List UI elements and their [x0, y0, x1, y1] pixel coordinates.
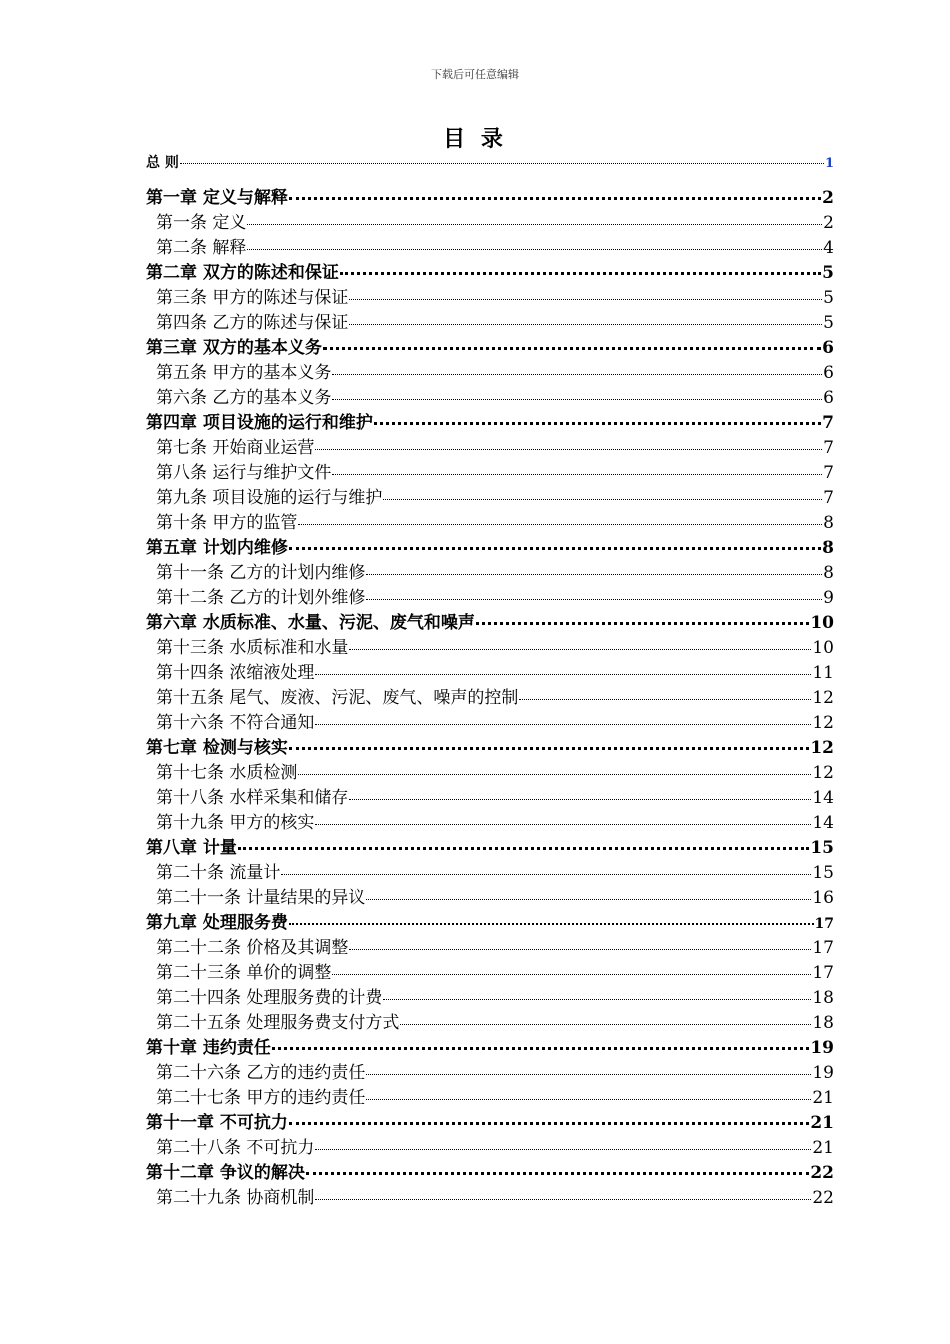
toc-entry-text: 第二十二条 价格及其调整 — [156, 938, 349, 958]
dot-leader — [298, 774, 811, 775]
dot-leader — [281, 874, 811, 875]
toc-entry-text: 第十六条 不符合通知 — [156, 713, 315, 733]
toc-entry-text: 第十三条 水质标准和水量 — [156, 638, 349, 658]
toc-entry-text: 第五章 计划内维修 — [146, 538, 288, 558]
toc-article-entry[interactable] — [146, 1186, 834, 1211]
toc-general-entry[interactable] — [146, 148, 834, 178]
toc-page-number: 16 — [812, 888, 834, 908]
toc-chapter-entry[interactable] — [146, 1036, 834, 1061]
spacer — [146, 178, 834, 186]
toc-entry-text: 第一章 定义与解释 — [146, 188, 288, 208]
toc-entry-text: 第十章 违约责任 — [146, 1038, 271, 1058]
dot-leader — [315, 824, 811, 825]
toc-entry-text: 第十八条 水样采集和储存 — [156, 788, 349, 808]
dot-leader — [366, 599, 822, 600]
dot-leader — [289, 547, 821, 550]
toc-article-entry[interactable] — [146, 636, 834, 661]
toc-page-number: 17 — [812, 938, 834, 958]
toc-article-entry[interactable] — [146, 436, 834, 461]
toc-article-entry[interactable] — [146, 211, 834, 236]
toc-page-number: 19 — [812, 1063, 834, 1083]
toc-article-entry[interactable] — [146, 686, 834, 711]
dot-leader — [315, 724, 811, 725]
dot-leader — [349, 324, 822, 325]
toc-entry-text: 第十五条 尾气、废液、污泥、废气、噪声的控制 — [156, 688, 519, 708]
toc-article-entry[interactable] — [146, 861, 834, 886]
toc-entry-text: 第六章 水质标准、水量、污泥、废气和噪声 — [146, 613, 475, 633]
dot-leader — [400, 1024, 811, 1025]
toc-page-number: 6 — [823, 388, 834, 408]
dot-leader — [289, 1122, 809, 1125]
toc-entry-text: 第二章 双方的陈述和保证 — [146, 263, 339, 283]
dot-leader — [332, 374, 822, 375]
toc-entry-text: 第二十条 流量计 — [156, 863, 281, 883]
toc-page-number: 8 — [823, 563, 834, 583]
toc-page-number: 17 — [812, 963, 834, 983]
toc-entry-text: 第九条 项目设施的运行与维护 — [156, 488, 383, 508]
dot-leader — [272, 1047, 809, 1050]
toc-page-number: 21 — [812, 1138, 834, 1158]
toc-page-number: 2 — [822, 188, 834, 208]
toc-entry-text: 第十一条 乙方的计划内维修 — [156, 563, 366, 583]
toc-page-number: 15 — [810, 838, 834, 858]
toc-page-number: 7 — [822, 413, 834, 433]
toc-chapter-entry[interactable] — [146, 736, 834, 761]
toc-page-number: 7 — [823, 488, 834, 508]
toc-entry-text: 第六条 乙方的基本义务 — [156, 388, 332, 408]
dot-leader — [374, 422, 821, 425]
toc-page-number: 15 — [812, 863, 834, 883]
toc-page-number: 17 — [814, 916, 834, 932]
toc-article-entry[interactable] — [146, 236, 834, 261]
toc-page-number: 22 — [810, 1163, 834, 1183]
toc-article-entry[interactable] — [146, 1136, 834, 1161]
dot-leader — [323, 347, 821, 350]
toc-page-number: 18 — [812, 1013, 834, 1033]
toc-page-number: 11 — [812, 663, 834, 683]
dot-leader — [332, 974, 811, 975]
toc-page-number: 14 — [812, 788, 834, 808]
dot-leader — [180, 163, 824, 164]
dot-leader — [289, 747, 809, 750]
toc-article-entry[interactable] — [146, 811, 834, 836]
toc-entry-text: 第七章 检测与核实 — [146, 738, 288, 758]
dot-leader — [247, 249, 822, 250]
toc-chapter-entry[interactable] — [146, 336, 834, 361]
toc-page-number: 6 — [822, 338, 834, 358]
toc-page-number: 7 — [823, 463, 834, 483]
dot-leader — [315, 1149, 811, 1150]
toc-page-number: 22 — [812, 1188, 834, 1208]
page-header: 下载后可任意编辑 — [431, 68, 519, 81]
toc-page-number: 14 — [812, 813, 834, 833]
toc-article-entry[interactable] — [146, 661, 834, 686]
toc-chapter-entry[interactable] — [146, 836, 834, 861]
dot-leader — [315, 449, 822, 450]
toc-page-number: 2 — [823, 213, 834, 233]
toc-page-number: 21 — [812, 1088, 834, 1108]
toc-page-number: 8 — [822, 538, 834, 558]
toc-article-entry[interactable] — [146, 936, 834, 961]
toc-entry-text: 第二十八条 不可抗力 — [156, 1138, 315, 1158]
dot-leader — [340, 272, 821, 275]
toc-chapter-entry[interactable] — [146, 536, 834, 561]
dot-leader — [476, 622, 809, 625]
toc-page-number: 12 — [812, 713, 834, 733]
dot-leader — [247, 224, 822, 225]
toc-article-entry[interactable] — [146, 486, 834, 511]
toc-entry-text: 第二十五条 处理服务费支付方式 — [156, 1013, 400, 1033]
toc-entry-text: 第二十三条 单价的调整 — [156, 963, 332, 983]
toc-entry-text: 第四条 乙方的陈述与保证 — [156, 313, 349, 333]
dot-leader — [349, 649, 811, 650]
dot-leader — [332, 474, 822, 475]
dot-leader — [238, 847, 809, 850]
toc-chapter-entry[interactable] — [146, 411, 834, 436]
toc-page-number: 19 — [810, 1038, 834, 1058]
toc-article-entry[interactable] — [146, 711, 834, 736]
toc-page-number: 7 — [823, 438, 834, 458]
toc-entry-text: 第十一章 不可抗力 — [146, 1113, 288, 1133]
dot-leader — [315, 1199, 811, 1200]
toc-chapter-entry[interactable] — [146, 186, 834, 211]
toc-article-entry[interactable] — [146, 761, 834, 786]
toc-entry-text: 总 则 — [146, 155, 179, 171]
dot-leader — [349, 949, 811, 950]
toc-page-number: 21 — [810, 1113, 834, 1133]
toc-entry-text: 第二条 解释 — [156, 238, 247, 258]
toc-entry-text: 第十二章 争议的解决 — [146, 1163, 305, 1183]
dot-leader — [306, 1172, 809, 1175]
toc-page-number: 10 — [810, 613, 834, 633]
table-of-contents — [146, 148, 834, 1211]
toc-entry-text: 第十九条 甲方的核实 — [156, 813, 315, 833]
dot-leader — [366, 574, 822, 575]
toc-page-number: 18 — [812, 988, 834, 1008]
toc-entry-text: 第八条 运行与维护文件 — [156, 463, 332, 483]
dot-leader — [366, 899, 811, 900]
toc-article-entry[interactable] — [146, 286, 834, 311]
dot-leader — [383, 999, 811, 1000]
toc-entry-text: 第十二条 乙方的计划外维修 — [156, 588, 366, 608]
toc-chapter-entry[interactable] — [146, 1111, 834, 1136]
toc-article-entry[interactable] — [146, 786, 834, 811]
dot-leader — [298, 524, 822, 525]
toc-entry-text: 第一条 定义 — [156, 213, 247, 233]
toc-entry-text: 第八章 计量 — [146, 838, 237, 858]
toc-article-entry[interactable] — [146, 511, 834, 536]
toc-page-number: 5 — [823, 288, 834, 308]
dot-leader — [383, 499, 822, 500]
toc-article-entry[interactable] — [146, 361, 834, 386]
toc-page-number: 5 — [823, 313, 834, 333]
toc-entry-text: 第三章 双方的基本义务 — [146, 338, 322, 358]
toc-entry-text: 第七条 开始商业运营 — [156, 438, 315, 458]
toc-chapter-entry[interactable] — [146, 611, 834, 636]
dot-leader — [315, 674, 811, 675]
dot-leader — [332, 399, 822, 400]
toc-title: 目 录 — [443, 126, 507, 152]
toc-page-number: 12 — [812, 763, 834, 783]
dot-leader — [366, 1074, 811, 1075]
toc-article-entry[interactable] — [146, 986, 834, 1011]
dot-leader — [289, 197, 821, 200]
toc-entry-text: 第十条 甲方的监管 — [156, 513, 298, 533]
toc-chapter-entry[interactable] — [146, 911, 834, 936]
toc-entry-text: 第二十一条 计量结果的异议 — [156, 888, 366, 908]
toc-page-number: 6 — [823, 363, 834, 383]
toc-entry-text: 第四章 项目设施的运行和维护 — [146, 413, 373, 433]
toc-chapter-entry[interactable] — [146, 261, 834, 286]
toc-entry-text: 第五条 甲方的基本义务 — [156, 363, 332, 383]
toc-entry-text: 第十七条 水质检测 — [156, 763, 298, 783]
toc-article-entry[interactable] — [146, 386, 834, 411]
toc-article-entry[interactable] — [146, 1061, 834, 1086]
toc-article-entry[interactable] — [146, 311, 834, 336]
toc-page-number: 8 — [823, 513, 834, 533]
toc-entry-text: 第三条 甲方的陈述与保证 — [156, 288, 349, 308]
toc-page-number: 12 — [810, 738, 834, 758]
toc-entry-text: 第二十六条 乙方的违约责任 — [156, 1063, 366, 1083]
dot-leader — [519, 699, 811, 700]
toc-entry-text: 第二十七条 甲方的违约责任 — [156, 1088, 366, 1108]
toc-article-entry[interactable] — [146, 586, 834, 611]
dot-leader — [366, 1099, 811, 1100]
toc-entry-text: 第二十九条 协商机制 — [156, 1188, 315, 1208]
toc-page-number: 4 — [823, 238, 834, 258]
toc-page-number: 5 — [822, 263, 834, 283]
toc-article-entry[interactable] — [146, 1086, 834, 1111]
toc-entry-text: 第十四条 浓缩液处理 — [156, 663, 315, 683]
dot-leader — [349, 799, 811, 800]
toc-page-number: 10 — [812, 638, 834, 658]
toc-page-number: 9 — [823, 588, 834, 608]
toc-chapter-entry[interactable] — [146, 1161, 834, 1186]
toc-article-entry[interactable] — [146, 561, 834, 586]
dot-leader — [289, 923, 814, 925]
toc-article-entry[interactable] — [146, 961, 834, 986]
dot-leader — [349, 299, 822, 300]
toc-entry-text: 第九章 处理服务费 — [146, 913, 288, 933]
toc-article-entry[interactable] — [146, 461, 834, 486]
toc-article-entry[interactable] — [146, 1011, 834, 1036]
toc-page-number: 12 — [812, 688, 834, 708]
toc-entry-text: 第二十四条 处理服务费的计费 — [156, 988, 383, 1008]
toc-article-entry[interactable] — [146, 886, 834, 911]
toc-page-number: 1 — [824, 156, 834, 171]
